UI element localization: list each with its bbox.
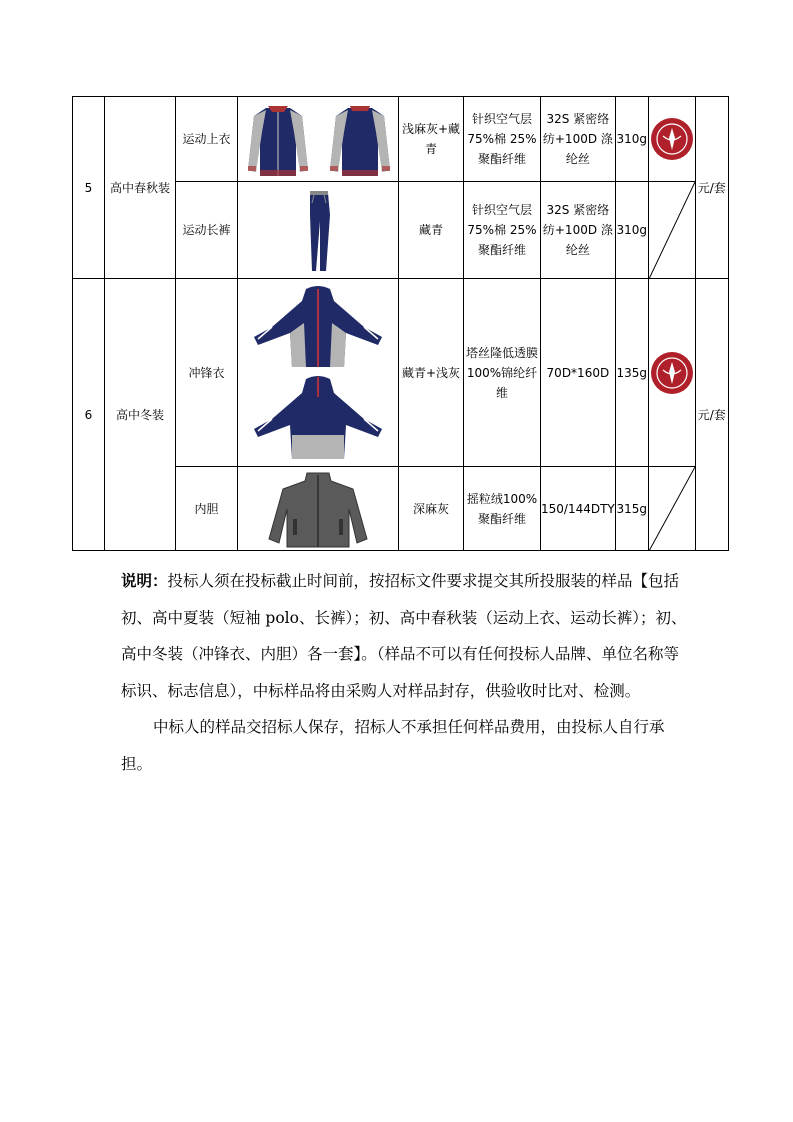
notes-paragraph-2: 中标人的样品交招标人保存，招标人不承担任何样品费用，由投标人自行承担。 (121, 718, 665, 773)
spec-cell: 150/144DTY (541, 467, 616, 551)
fleece-liner-icon (263, 469, 373, 549)
school-seal-cell (648, 97, 695, 182)
category-cell: 高中春秋装 (105, 97, 176, 279)
sample-spec-table (72, 96, 729, 551)
color-cell: 深麻灰 (399, 467, 464, 551)
empty-slash-cell (648, 182, 695, 279)
weight-cell: 310g (615, 97, 648, 182)
item-name: 内胆 (176, 467, 238, 551)
track-pants-icon (288, 185, 348, 275)
color-cell: 浅麻灰+藏青 (399, 97, 464, 182)
empty-slash-cell (648, 467, 695, 551)
table-row (73, 279, 729, 467)
fabric-cell: 针织空气层75%棉 25%聚酯纤维 (464, 97, 541, 182)
item-name: 运动上衣 (176, 97, 238, 182)
category-cell: 高中冬装 (105, 279, 176, 551)
spec-cell: 70D*160D (541, 279, 616, 467)
garment-image-fleece-liner (238, 467, 399, 551)
weight-cell: 315g (615, 467, 648, 551)
fabric-cell: 摇粒绒100%聚酯纤维 (464, 467, 541, 551)
diagonal-line-icon (649, 467, 695, 551)
diagonal-line-icon (649, 182, 695, 279)
unit-cell: 元/套 (695, 279, 728, 551)
spec-cell: 32S 紧密络纺+100D 涤纶丝 (541, 182, 616, 279)
varsity-jacket-icon (238, 98, 398, 180)
school-seal-cell (648, 279, 695, 467)
color-cell: 藏青 (399, 182, 464, 279)
weight-cell: 135g (615, 279, 648, 467)
item-name: 冲锋衣 (176, 279, 238, 467)
notes-section (121, 563, 691, 782)
school-seal-icon (649, 116, 695, 162)
notes-text-1: 投标人须在投标截止时间前，按招标文件要求提交其所投服装的样品【包括初、高中夏装（短袖 polo、长裤）；初、高中春秋装（运动上衣、运动长裤）；初、高中冬装（冲锋衣、内胆）各一套】。（样品不可以有任何投标人品牌、单位名称等标识、标志信息），中标样品将由采购人对样品封存，供验收时比对、检测。 (121, 572, 687, 700)
unit-cell: 元/套 (695, 97, 728, 279)
item-name: 运动长裤 (176, 182, 238, 279)
table-row (73, 97, 729, 182)
school-seal-icon (649, 350, 695, 396)
notes-paragraph-1 (121, 563, 691, 709)
garment-image-hooded-windbreaker (238, 279, 399, 467)
color-cell: 藏青+浅灰 (399, 279, 464, 467)
weight-cell: 310g (615, 182, 648, 279)
row-number: 6 (73, 279, 105, 551)
garment-image-track-pants (238, 182, 399, 279)
hooded-windbreaker-icon (248, 283, 388, 463)
notes-label: 说明： (121, 572, 168, 590)
row-number: 5 (73, 97, 105, 279)
garment-image-varsity-jacket (238, 97, 399, 182)
fabric-cell: 针织空气层75%棉 25%聚酯纤维 (464, 182, 541, 279)
fabric-cell: 塔丝隆低透膜100%锦纶纤维 (464, 279, 541, 467)
spec-cell: 32S 紧密络纺+100D 涤纶丝 (541, 97, 616, 182)
